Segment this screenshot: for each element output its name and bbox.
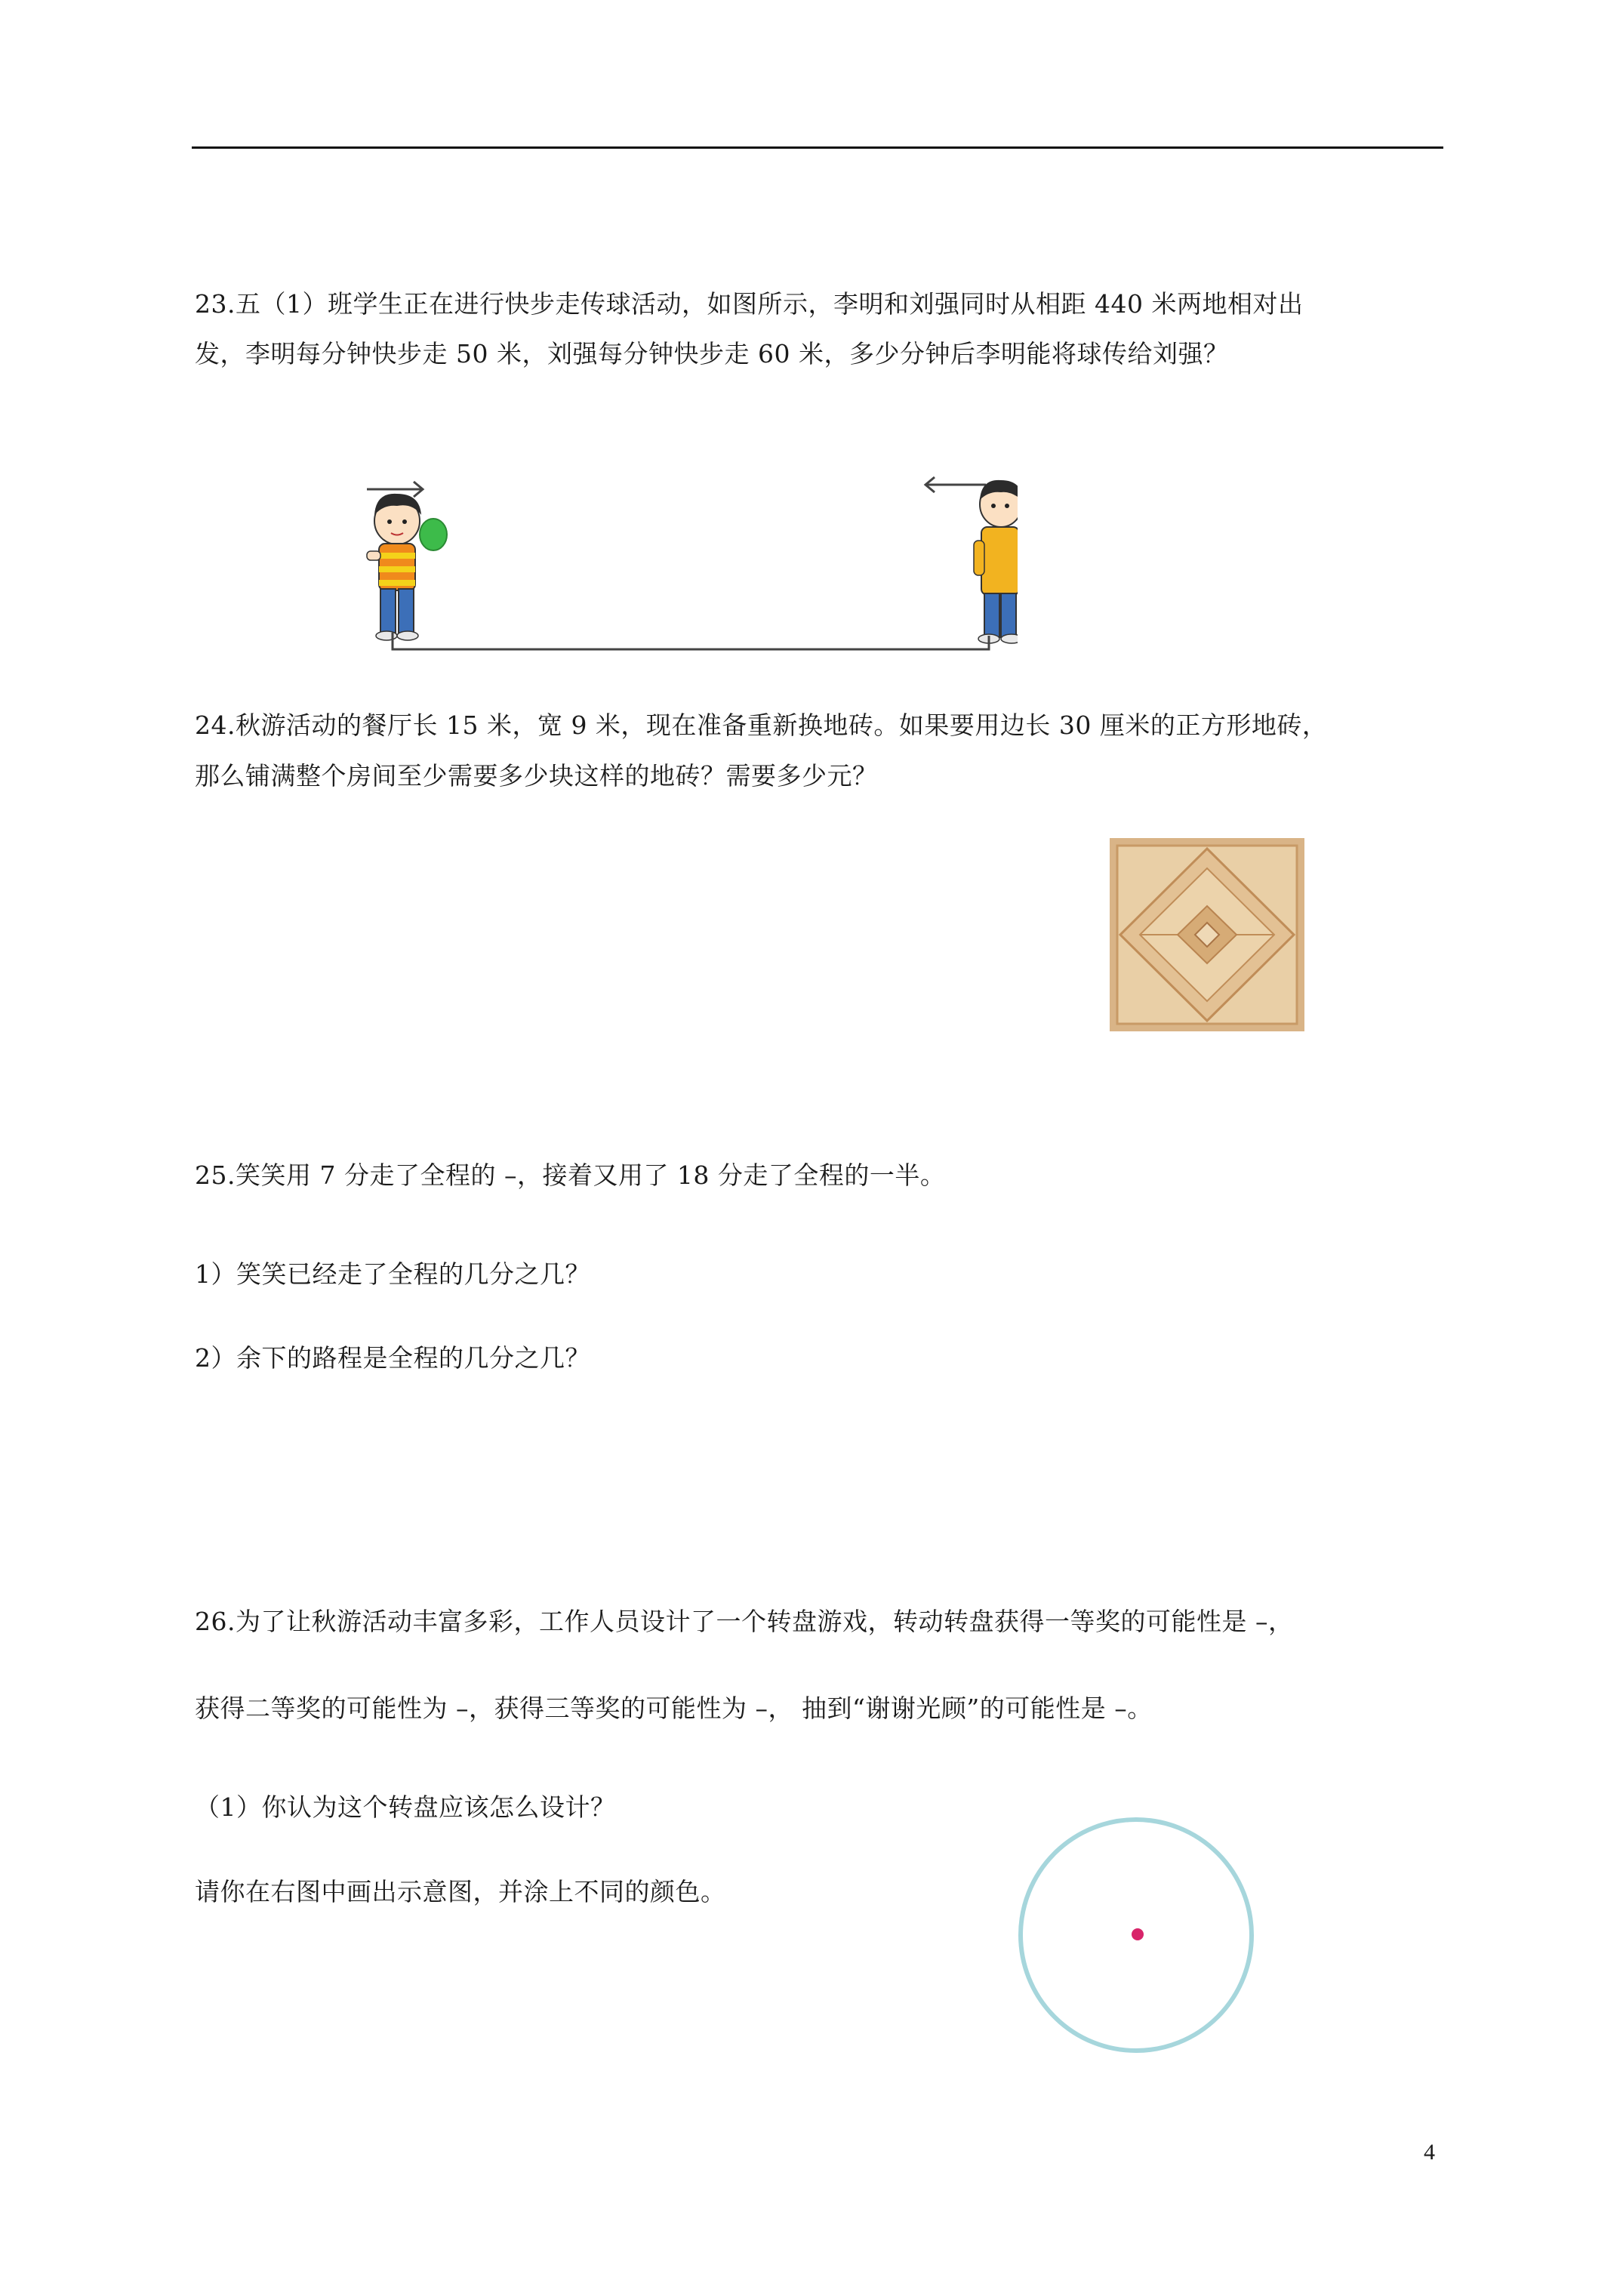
q24-line-1: 24.秋游活动的餐厅长 15 米，宽 9 米，现在准备重新换地砖。如果要用边长 30 厘米的正方形地砖， xyxy=(195,710,1328,740)
boy-liu-qiang-figure xyxy=(974,480,1018,643)
q26-sub-2: 请你在右图中画出示意图，并涂上不同的颜色。 xyxy=(195,1877,726,1906)
passing-ball-illustration xyxy=(353,445,1018,657)
q25-sub-2: 2）余下的路程是全程的几分之几？ xyxy=(195,1343,590,1373)
left-arrow-icon xyxy=(925,477,986,492)
page-number: 4 xyxy=(1424,2140,1435,2165)
floor-tile-image xyxy=(1110,838,1304,1031)
q24-line-2: 那么铺满整个房间至少需要多少块这样的地砖？需要多少元？ xyxy=(195,761,878,791)
q23-line-2: 发，李明每分钟快步走 50 米，刘强每分钟快步走 60 米，多少分钟后李明能将球传给刘强？ xyxy=(195,339,1229,368)
q26-line-2: 获得二等奖的可能性为 –，获得三等奖的可能性为 –， 抽到“谢谢光顾”的可能性是 –。 xyxy=(195,1693,1153,1723)
spinner-circle xyxy=(996,1801,1276,2073)
q25-line-1: 25.笑笑用 7 分走了全程的 –，接着又用了 18 分走了全程的一半。 xyxy=(195,1160,946,1190)
distance-bracket xyxy=(393,633,989,649)
q26-sub-1: （1）你认为这个转盘应该怎么设计？ xyxy=(195,1792,616,1822)
boy-li-ming-figure xyxy=(367,494,421,640)
q23-line-1: 23.五（1）班学生正在进行快步走传球活动，如图所示，李明和刘强同时从相距 440 米两地相对出 xyxy=(195,289,1304,319)
spinner-center-dot xyxy=(1132,1928,1144,1940)
q26-line-1: 26.为了让秋游活动丰富多彩，工作人员设计了一个转盘游戏，转动转盘获得一等奖的可能性是 –， xyxy=(195,1607,1294,1636)
ball-icon xyxy=(420,519,447,550)
q25-sub-1: 1）笑笑已经走了全程的几分之几？ xyxy=(195,1259,590,1289)
header-rule xyxy=(192,146,1443,149)
